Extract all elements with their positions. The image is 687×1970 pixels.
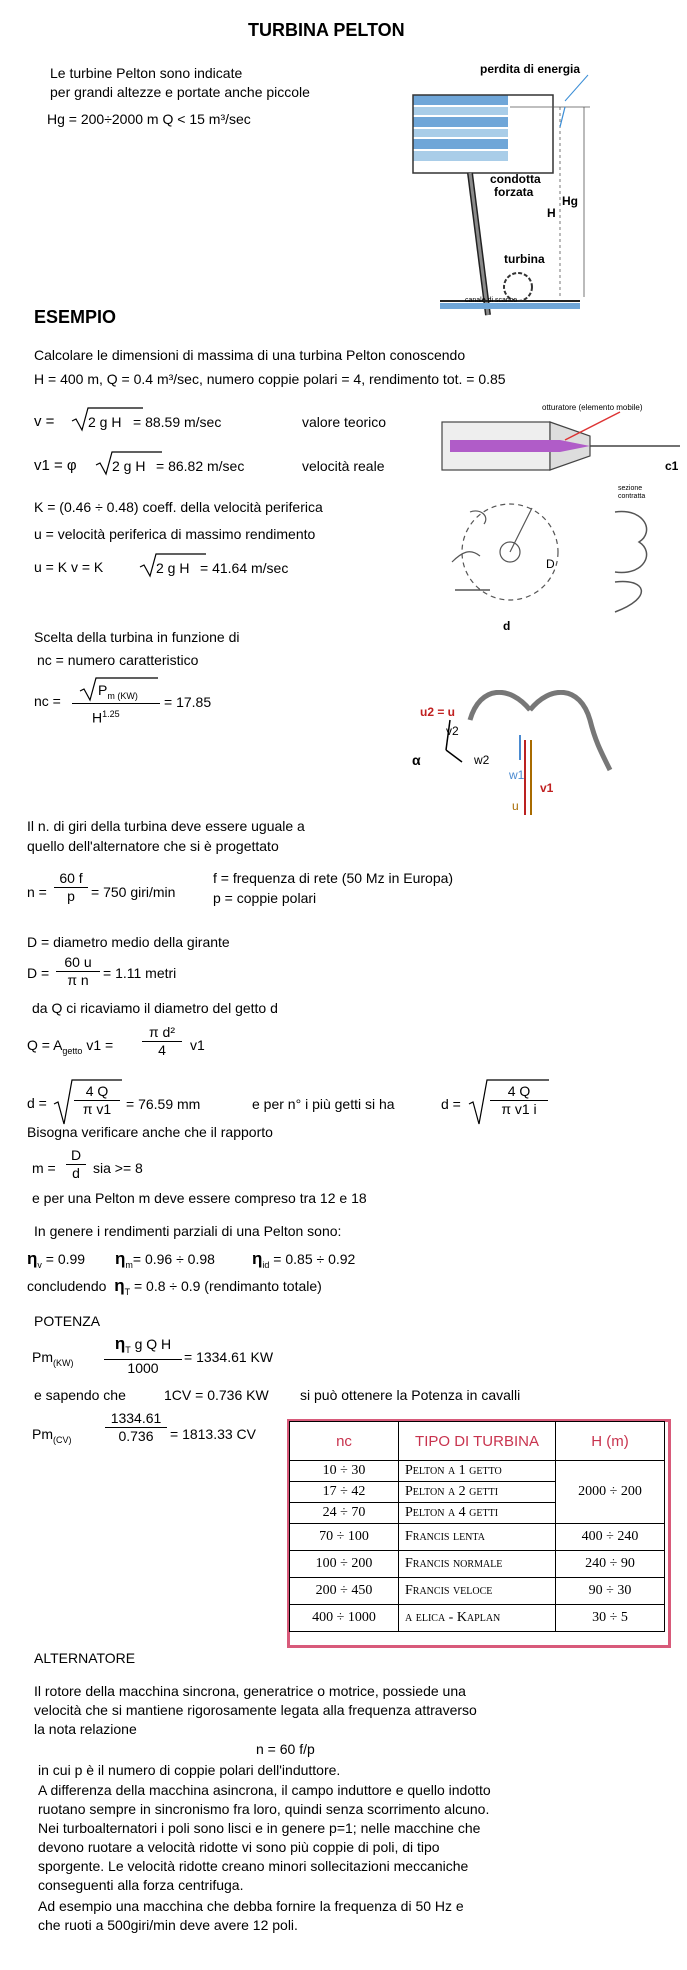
d-lhs: D = (27, 965, 50, 981)
q-numerator: π d² (142, 1024, 182, 1042)
alternatore-p4: in cui p è il numero di coppie polari dell'induttore. (38, 1762, 341, 1778)
eta-symbol: η (114, 1276, 125, 1295)
eq-u-radicand: 2 g H (156, 560, 190, 576)
eta-t-sub: T (124, 1286, 131, 1297)
n-result: = 750 giri/min (91, 884, 176, 900)
eta-t (27, 1277, 322, 1301)
cv-line-b: 1CV = 0.736 KW (164, 1387, 269, 1403)
cv-line-c: si può ottenere la Potenza in cavalli (300, 1387, 521, 1403)
fig3-w2-label: w2 (474, 753, 490, 767)
alternatore-p10: conseguenti alla forza centrifuga. (38, 1877, 244, 1893)
q-fraction (142, 1024, 182, 1059)
m-numerator: D (66, 1147, 86, 1165)
table-cell-tipo: Pelton a 2 getti (399, 1482, 556, 1503)
eta-t-value: = 0.8 ÷ 0.9 (rendimanto totale) (133, 1278, 322, 1294)
alternatore-p1: Il rotore della macchina sincrona, generatrice o motrice, possiede una (34, 1683, 466, 1699)
eta-m (115, 1250, 215, 1274)
esempio-line-2: H = 400 m, Q = 0.4 m³/sec, numero coppie polari = 4, rendimento tot. = 0.85 (34, 371, 506, 387)
pmcv-numerator: 1334.61 (105, 1410, 167, 1428)
pm-num-text: g Q H (134, 1336, 172, 1352)
table-cell-tipo: Francis normale (399, 1551, 556, 1578)
getto-result: = 76.59 mm (126, 1096, 201, 1112)
table-cell-h: 2000 ÷ 200 (556, 1461, 665, 1524)
eq-v-lhs: v = (34, 413, 55, 430)
alternatore-p2: velocità che si mantiene rigorosamente legata alla frequenza attraverso (34, 1702, 477, 1718)
pm-result: = 1334.61 KW (184, 1349, 274, 1365)
getto-numerator: 4 Q (74, 1083, 120, 1101)
scelta-line-2: nc = numero caratteristico (37, 652, 199, 668)
eq-v1-lhs: v1 = φ (34, 457, 77, 474)
rendimenti-line-1: In genere i rendimenti parziali di una Pelton sono: (34, 1223, 342, 1239)
eta-m-value: = 0.96 ÷ 0.98 (132, 1251, 215, 1267)
getto-denominator: π v1 (82, 1101, 112, 1117)
giri-line-2: quello dell'alternatore che si è progettato (27, 838, 279, 854)
table-cell-nc: 70 ÷ 100 (290, 1524, 399, 1551)
pm-lhs (32, 1349, 74, 1372)
alternatore-p6: ruotano sempre in sincronismo fra loro, quindi senza scorrimento alcuno. (38, 1801, 490, 1817)
eta-id-value: = 0.85 ÷ 0.92 (273, 1251, 356, 1267)
q-lhs: Q = A (27, 1037, 63, 1053)
eta-symbol: η (114, 1334, 126, 1353)
fig2-d-big-label: D (546, 557, 555, 571)
m-denominator: d (72, 1165, 80, 1181)
q-sub: getto (62, 1045, 83, 1056)
table-cell-tipo: Francis lenta (399, 1524, 556, 1551)
penstock-diagram (410, 55, 680, 320)
alternatore-formula: n = 60 f/p (256, 1741, 315, 1757)
table-cell-h: 90 ÷ 30 (556, 1578, 665, 1605)
alternatore-p9: sporgente. Le velocità ridotte creano minori sollecitazioni meccaniche (38, 1858, 469, 1874)
eta-id (252, 1250, 355, 1274)
pm-lhs-text: Pm (32, 1349, 53, 1365)
esempio-line-1: Calcolare le dimensioni di massima di una turbina Pelton conoscendo (34, 347, 466, 363)
nc-numerator (98, 682, 138, 705)
getto-note: e per n° i più getti si ha (252, 1096, 395, 1112)
alternatore-p11: Ad esempio una macchina che debba fornire la frequenza di 50 Hz e (38, 1898, 464, 1914)
fig3-v1-label: v1 (540, 781, 554, 795)
alternatore-p3: la nota relazione (34, 1721, 137, 1737)
pmcv-lhs-sub: (CV) (53, 1434, 72, 1445)
nc-den-sup: 1.25 (102, 709, 120, 719)
table-cell-tipo: Francis veloce (399, 1578, 556, 1605)
table-header-h: H (m) (556, 1422, 665, 1461)
m-lhs: m = (32, 1160, 56, 1176)
table-cell-nc: 10 ÷ 30 (290, 1461, 399, 1482)
pm-eta-sub: T (125, 1344, 131, 1355)
table-cell-nc: 200 ÷ 450 (290, 1578, 399, 1605)
alternatore-p8: devono ruotare a velocità ridotte vi sono più coppie di poli, di tipo (38, 1839, 440, 1855)
intro-line-2: per grandi altezze e portate anche piccole (50, 84, 310, 100)
d-result: = 1.11 metri (103, 965, 177, 981)
table-header-nc: nc (290, 1422, 399, 1461)
cv-line-a: e sapendo che (34, 1387, 126, 1403)
pmcv-result: = 1813.33 CV (170, 1426, 257, 1442)
eq-v1-result: = 86.82 m/sec (156, 458, 245, 474)
alternatore-heading: ALTERNATORE (34, 1650, 136, 1666)
potenza-heading: POTENZA (34, 1313, 101, 1329)
rapporto-line-1: Bisogna verificare anche che il rapporto (27, 1124, 273, 1140)
velocity-triangle-diagram (440, 690, 620, 820)
eq-k: K = (0.46 ÷ 0.48) coeff. della velocità periferica (34, 499, 323, 515)
table-cell-h: 400 ÷ 240 (556, 1524, 665, 1551)
pm-fraction (104, 1335, 182, 1377)
nozzle-diagram (440, 402, 685, 617)
fig3-alpha-label: α (412, 752, 421, 768)
fig3-v2-label: v2 (446, 724, 459, 738)
concludendo-text: concludendo (27, 1278, 107, 1294)
pm-denominator: 1000 (127, 1359, 159, 1376)
eq-v-radicand: 2 g H (88, 414, 122, 430)
table-cell-nc: 24 ÷ 70 (290, 1503, 399, 1524)
n-lhs: n = (27, 884, 47, 900)
fig3-w1-label: w1 (509, 768, 525, 782)
eta-symbol: η (27, 1249, 38, 1268)
pmcv-denominator: 0.736 (118, 1428, 154, 1444)
nc-denominator (92, 706, 120, 727)
m-result: sia >= 8 (93, 1160, 143, 1176)
getto-lhs-2: d = (441, 1096, 461, 1112)
fig2-c1-label: c1 (665, 459, 679, 473)
pmcv-lhs-text: Pm (32, 1426, 53, 1442)
alternatore-p5: A differenza della macchina asincrona, il campo induttore e quello indotto (38, 1782, 491, 1798)
eq-u-description: u = velocità periferica di massimo rendimento (34, 526, 316, 542)
table-cell-h: 30 ÷ 5 (556, 1605, 665, 1632)
giri-line-1: Il n. di giri della turbina deve essere uguale a (27, 818, 305, 834)
eta-symbol: η (115, 1249, 126, 1268)
nc-den-h: H (92, 709, 103, 726)
fig1-forzata-label: forzata (494, 185, 534, 199)
eta-v (27, 1250, 85, 1274)
eq-u-lhs: u = K v = K (34, 559, 104, 575)
nc-fraction-bar (72, 703, 160, 704)
table-cell-h: 240 ÷ 90 (556, 1551, 665, 1578)
table-cell-nc: 100 ÷ 200 (290, 1551, 399, 1578)
n-numerator: 60 f (54, 870, 88, 888)
table-cell-tipo: Pelton a 1 getto (399, 1461, 556, 1482)
pmcv-fraction (105, 1410, 167, 1445)
fig1-h-label: H (547, 206, 556, 220)
fig3-u-label: u (512, 799, 519, 813)
f-definition: f = frequenza di rete (50 Mz in Europa) (213, 870, 454, 886)
fig1-hg-label: Hg (562, 194, 578, 208)
fig2-d-small-label: d (503, 619, 511, 633)
getto-fraction-2 (490, 1083, 548, 1118)
p-definition: p = coppie polari (213, 890, 317, 906)
nc-lhs: nc = (34, 693, 61, 709)
q-result: v1 (190, 1037, 205, 1053)
fig2-otturatore-label: otturatore (elemento mobile) (542, 403, 643, 412)
fig1-canale-label: canale di scarico (465, 297, 518, 304)
rapporto-line-2: e per una Pelton m deve essere compreso tra 12 e 18 (32, 1190, 367, 1206)
eq-v1-note: velocità reale (302, 458, 385, 474)
q-denominator: 4 (158, 1042, 166, 1058)
d-numerator: 60 u (56, 954, 100, 972)
pm-lhs-sub: (KW) (53, 1357, 74, 1368)
turbine-table (289, 1421, 665, 1632)
alternatore-p12: che ruoti a 500giri/min deve avere 12 poli. (38, 1917, 298, 1933)
eta-m-sub: m (125, 1259, 133, 1270)
intro-line-1: Le turbine Pelton sono indicate (50, 65, 243, 81)
q-equation (27, 1037, 113, 1060)
n-fraction (54, 870, 88, 905)
eta-v-value: = 0.99 (45, 1251, 86, 1267)
getto-numerator-2: 4 Q (490, 1083, 548, 1101)
getto-fraction (74, 1083, 120, 1118)
scelta-line-1: Scelta della turbina in funzione di (34, 629, 240, 645)
eq-v1-radicand: 2 g H (112, 458, 146, 474)
table-cell-tipo: Pelton a 4 getti (399, 1503, 556, 1524)
fig1-condotta-label: condotta (490, 172, 541, 186)
nc-num-p: P (98, 682, 108, 698)
eq-v-result: = 88.59 m/sec (133, 414, 222, 430)
eta-id-sub: id (262, 1259, 270, 1270)
fig2-contratta-label: contratta (618, 493, 646, 500)
nc-result: = 17.85 (164, 694, 212, 710)
pm-numerator (104, 1335, 182, 1360)
diam-line-1: D = diametro medio della girante (27, 934, 230, 950)
alternatore-p7: Nei turboalternatori i poli sono lisci e in genere p=1; nelle macchine che (38, 1820, 481, 1836)
d-denominator: π n (67, 972, 89, 988)
getto-lhs: d = (27, 1095, 47, 1111)
m-fraction (66, 1147, 86, 1182)
q-mid: v1 = (82, 1037, 114, 1053)
intro-line-3: Hg = 200÷2000 m Q < 15 m³/sec (47, 111, 251, 127)
fig1-turbina-label: turbina (504, 252, 545, 266)
table-cell-nc: 400 ÷ 1000 (290, 1605, 399, 1632)
nc-num-sub: m (KW) (107, 690, 138, 701)
table-cell-tipo: a elica - Kaplan (399, 1605, 556, 1632)
esempio-heading: ESEMPIO (34, 307, 117, 327)
d-fraction (56, 954, 100, 989)
page-title: TURBINA PELTON (248, 20, 405, 40)
n-denominator: p (67, 888, 75, 904)
eta-symbol: η (252, 1249, 263, 1268)
fig2-sezione-label: sezione (618, 485, 643, 492)
eq-v-note: valore teorico (302, 414, 387, 430)
pmcv-lhs (32, 1426, 72, 1449)
diam-line-2: da Q ci ricaviamo il diametro del getto d (32, 1000, 278, 1016)
fig1-perdita-label: perdita di energia (480, 62, 581, 76)
getto-denominator-2: π v1 i (501, 1101, 537, 1117)
table-header-tipo: TIPO DI TURBINA (399, 1422, 556, 1461)
eta-v-sub: v (37, 1259, 42, 1270)
table-cell-nc: 17 ÷ 42 (290, 1482, 399, 1503)
eq-u-result: = 41.64 m/sec (200, 560, 289, 576)
fig3-u2-label: u2 = u (420, 705, 456, 719)
